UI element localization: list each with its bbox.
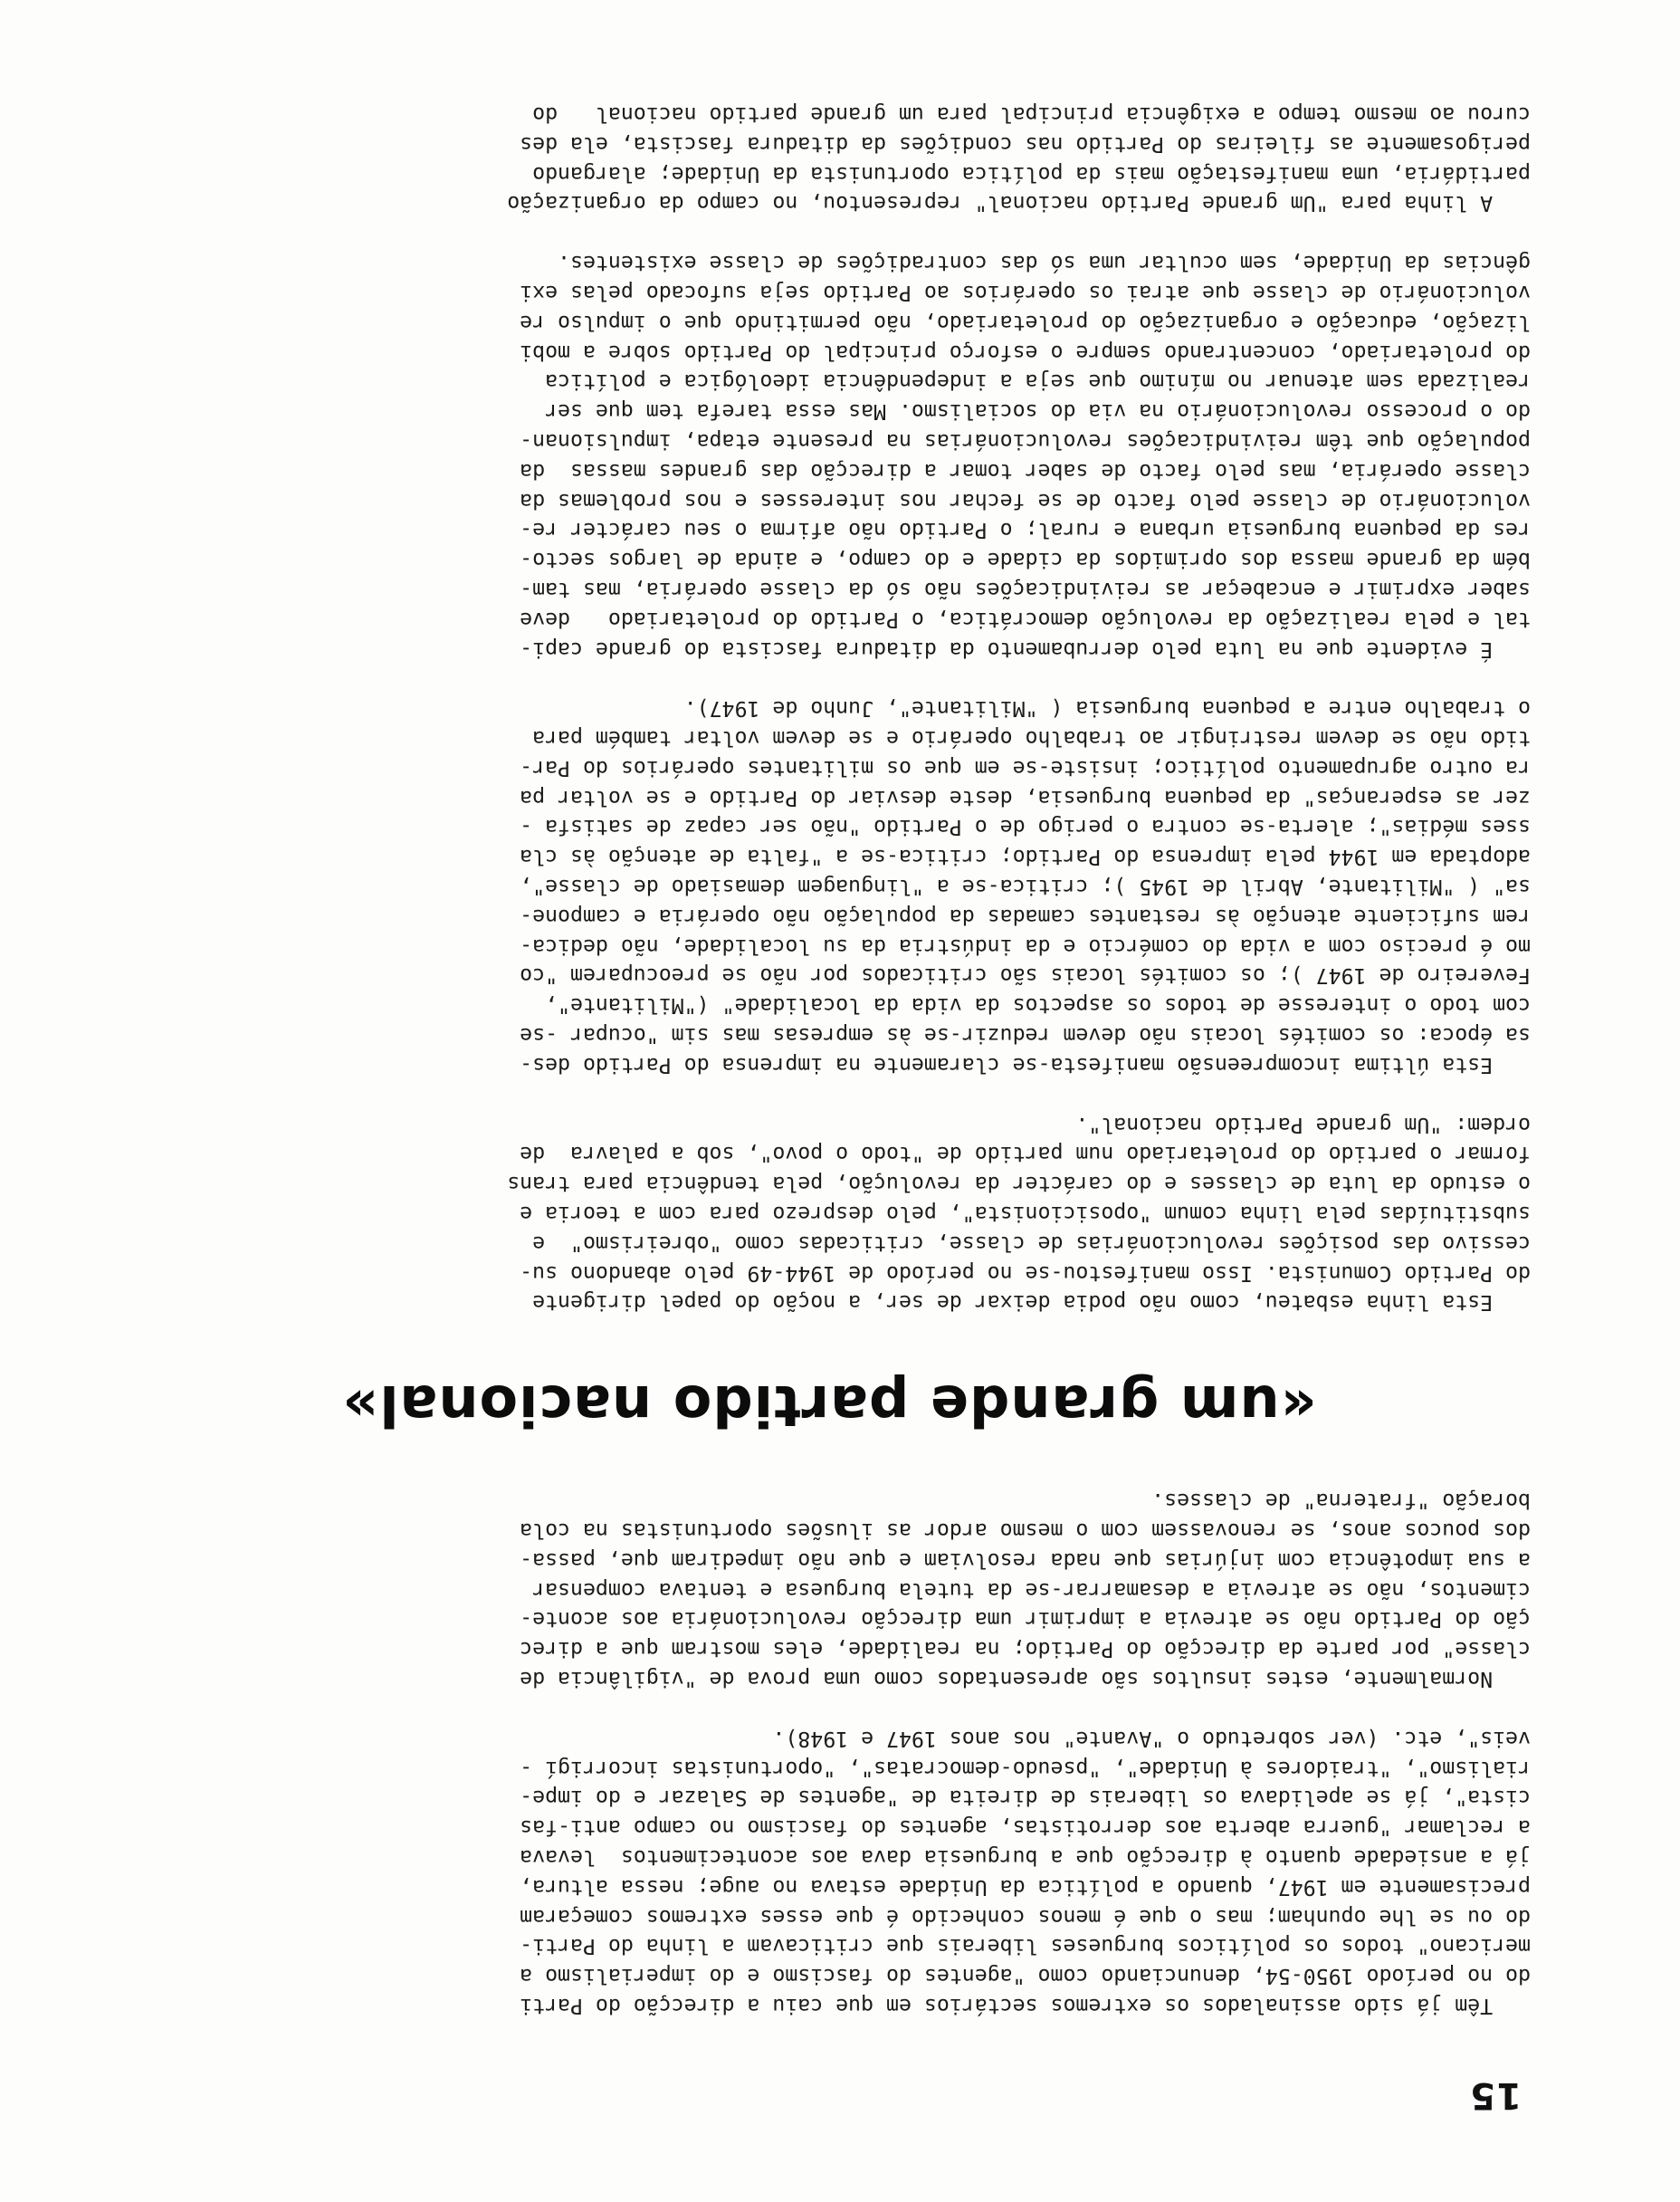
text-line: rem suficiente atenção às restantes camadas da população não operária e campone-	[520, 904, 1531, 929]
text-line: o estudo da luta de classes e do carácter da revolução, pela tendência para trans	[507, 1172, 1531, 1197]
text-line: mo é preciso com a vida do comércio e da indústria da su localidade, não dedica-	[520, 933, 1531, 959]
text-line: res da pequena burguesia urbana e rural; o Partido não afirma o seu carácter re-	[520, 518, 1531, 543]
text-line: adoptada em 1944 pela imprensa do Partido; critica-se a "falta de atenção às cla	[520, 845, 1531, 870]
text-line: tal e pela realização da revolução democrática, o Partido do proletariado deve	[520, 607, 1531, 632]
text-line: classe" por parte da direcção do Partido; na realidade, eles mostram que a direc	[520, 1637, 1531, 1662]
paragraph	[128, 99, 1531, 217]
text-line: saber exprimir e encabeçar as reivindicações não só da classe operária, mas tam-	[520, 577, 1531, 602]
text-line: Esta última incompreensão manifesta-se claramente na imprensa do Partido des-	[520, 1052, 1531, 1077]
page-number: 15	[1469, 2074, 1522, 2116]
text-line: substituídas pela linha comum "oposicionista", pelo desprezo para com a teoria e	[520, 1202, 1531, 1227]
text-line: sses médias"; alerta-se contra o perigo de o Partido "não ser capaz de satisfa -	[520, 815, 1531, 840]
text-line: zer as esperanças" da pequena burguesia, deste desviar do Partido e se voltar pa	[520, 785, 1531, 810]
text-line: volucionário de classe pelo facto de se fechar nos interesses e nos problemas da	[520, 488, 1531, 513]
text-line: bém da grande massa dos oprimidos da cidade e do campo, e ainda de largos secto-	[520, 548, 1531, 573]
text-line: gências da Unidade, sem ocultar uma só das contradições de classe existentes.	[558, 251, 1531, 276]
text-block-before-title	[128, 1485, 1531, 2020]
text-line: do Partido Comunista. Isso manifestou-se no período de 1944-49 pelo abandono su-	[520, 1260, 1531, 1286]
text-line: ordem: "Um grande Partido nacional".	[1075, 1112, 1531, 1137]
text-line: já a ansiedade quanto à direcção que a burguesia dava aos acontecimentos levava	[520, 1845, 1531, 1871]
paragraph	[128, 247, 1531, 663]
text-line: A linha para "Um grande Partido nacional" representou, no campo da organização	[507, 191, 1531, 216]
text-line: É evidente que na luta pelo derrubamento da ditadura fascista do grande capi-	[520, 637, 1531, 662]
text-line: Têm já sido assinalados os extremos sectários em que caiu a direcção do Parti	[520, 1994, 1531, 2018]
text-line: cessivo das posições revolucionárias de classe, criticadas como "obreirismo" e	[532, 1230, 1531, 1256]
text-line: a reclamar "guerra aberta aos derrotistas, agentes do fascismo no campo anti-fas	[520, 1815, 1531, 1841]
text-line: volucionário de classe que atrai os operários ao Partido seja sufocado pelas exi	[520, 280, 1531, 305]
text-line: boração "fraterna" de classes.	[1151, 1489, 1531, 1514]
text-line: Fevereiro de 1947 ); os comités locais são criticados por não se preocuparem "co	[520, 963, 1531, 989]
paragraph	[128, 694, 1531, 1079]
text-line: população que têm reivindicações revolucionárias na presente etapa, impulsionan-	[520, 428, 1531, 454]
text-line: realizada sem atenuar no mínimo que seja a independência ideológica e política	[545, 369, 1531, 395]
text-line: do o processo revolucionário na via do socialismo. Mas essa tarefa tem que ser	[545, 399, 1531, 425]
text-line: formar o partido do proletariado num partido de "todo o povo", sob a palavra de	[520, 1142, 1531, 1167]
section-title: «um grande partido nacional»	[341, 1373, 1317, 1440]
text-line: veis", etc. (ver sobretudo o "Avante" nos anos 1947 e 1948).	[772, 1726, 1531, 1751]
text-block-after-title	[128, 99, 1531, 1316]
text-line: com todo o interesse de todos os aspectos da vida da localidade" ("Militante",	[545, 993, 1531, 1019]
text-line: ção do Partido não se atrevia a imprimir uma direcção revolucionária aos aconte-	[520, 1607, 1531, 1632]
text-line: rialismo", "traidores à Unidade", "pseudo-democratas", "oportunistas incorrigí -	[520, 1756, 1531, 1781]
text-line: cimentos, não se atrevia a desamarrar-se da tutela burguesa e tentava compensar	[532, 1577, 1531, 1603]
text-line: sa época: os comités locais não devem reduzir-se às empresas mas sim "ocupar -se	[520, 1023, 1531, 1048]
paragraph	[128, 1109, 1531, 1317]
text-line: ra outro agrupamento político; insiste-se em que os militantes operários do Par-	[520, 755, 1531, 780]
text-line: do no período 1950-54, denunciando como "agentes do fascismo e do imperialismo a	[520, 1964, 1531, 1989]
paragraph	[128, 1485, 1531, 1693]
text-line: lização, educação e organização do proletariado, não permitindo que o impulso re	[520, 310, 1531, 335]
text-line: partidária, uma manifestação mais da política oportunista da Unidade; alargando	[532, 161, 1531, 187]
text-line: mericano" todos os políticos burgueses liberais que criticavam a linha do Parti-	[520, 1934, 1531, 1959]
text-line: classe operária, mas pelo facto de saber tomar a direcção das grandes massas da	[520, 458, 1531, 483]
text-line: Esta linha esbateu, como não podia deixar de ser, a noção do papel dirigente	[532, 1290, 1531, 1316]
text-line: perigosamente as fileiras do Partido nas condições da ditadura fascista, ela des	[520, 131, 1531, 157]
text-line: o trabalho entre a pequena burguesia ( "Militante", Junho de 1947).	[683, 696, 1531, 722]
text-line: sa" ( "Militante, Abril de 1945 ); critica-se a "linguagem demasiado de classe",	[520, 875, 1531, 900]
text-line: curou ao mesmo tempo a exigência principal para um grande partido nacional do	[532, 101, 1531, 127]
text-line: do ou se lhe opunham; mas o que é menos conhecido é que esses extremos começaram	[520, 1904, 1531, 1929]
text-line: dos poucos anos, se renovassem com o mesmo ardor as ilusões oportunistas na cola	[520, 1518, 1531, 1544]
text-line: cista", já se apelidava os liberais de direita de "agentes de Salazar e do impe-	[520, 1786, 1531, 1811]
text-line: a sua impotência com injúrias que nada resolviam e que não impediram que, passa-	[520, 1547, 1531, 1573]
paragraph	[128, 1723, 1531, 2020]
text-line: do proletariado, concentrando sempre o esforço principal do Partido sobre a mobi	[520, 340, 1531, 365]
page-body	[128, 69, 1531, 2116]
text-line: tido não se devem restringir ao trabalho operário e se devem voltar também para	[532, 726, 1531, 752]
text-line: precisamente em 1947, quando a política da Unidade estava no auge; nessa altura,	[520, 1874, 1531, 1900]
text-line: Normalmente, estes insultos são apresentados como uma prova de "vigilância de	[520, 1667, 1531, 1692]
